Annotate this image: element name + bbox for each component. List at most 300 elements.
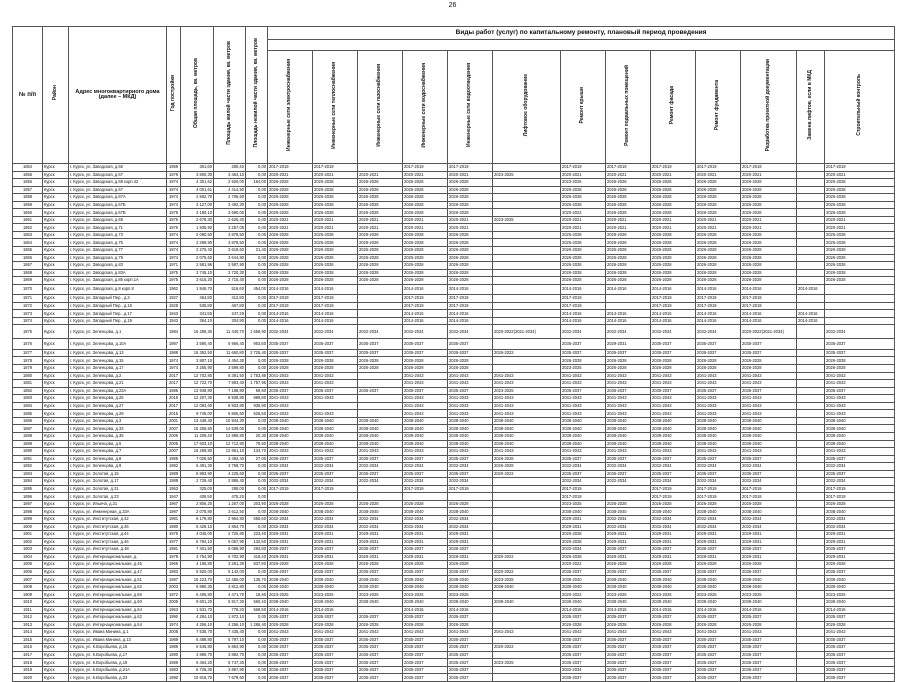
table-row [13, 493, 895, 501]
table-cell [825, 317, 895, 325]
table-cell: 1880 [13, 372, 43, 380]
table-cell: 2026-2028 [651, 269, 696, 277]
table-cell: 2041-2043 [493, 410, 561, 418]
table-cell: 13 938,80 [181, 387, 214, 395]
table-cell: 936,90 [246, 402, 268, 410]
table-cell: г. Курск, ул. Заводская, д.73 [69, 231, 167, 239]
table-cell: г. Курск, ул. Институтская, д.42 [69, 515, 167, 523]
table-cell: 2038-2040 [825, 417, 895, 425]
table-cell: 2026-2028 [561, 538, 606, 546]
table-cell: 412,80 [214, 295, 246, 303]
table-cell: г. Курск, ул. Зеленцова, д.15 [69, 357, 167, 365]
table-cell: 2029-2031 [651, 531, 696, 539]
table-cell: 2023-2025 [561, 179, 606, 187]
table-cell: г. Курск, ул. Зеленцова, д.8 [69, 455, 167, 463]
table-cell: 2032-2034 [313, 478, 358, 486]
table-cell: 2038-2040 [651, 440, 696, 448]
table-cell: 2026-2028 [268, 365, 313, 373]
table-cell: г. Курск, ул. Зеленцова, д.13 [69, 349, 167, 357]
table-cell: 2020-2021 [825, 216, 895, 224]
table-cell: 2038-2040 [358, 598, 403, 606]
table-cell [797, 325, 825, 339]
table-cell: 2032-2034 [403, 478, 448, 486]
table-cell: 526,50 [246, 410, 268, 418]
table-cell: 2016 [167, 395, 181, 403]
table-cell: 3 887,10 [181, 357, 214, 365]
table-cell: 1959 [167, 164, 181, 172]
table-cell: г. Курск, ул. Зеленцова, д.9 [69, 463, 167, 471]
table-cell: 2017-2019 [741, 295, 797, 303]
table-row [13, 576, 895, 584]
table-cell: 2026-2028 [561, 531, 606, 539]
table-cell: 3 612,50 [214, 508, 246, 516]
table-cell: 0,00 [246, 239, 268, 247]
table-cell: 2035-2037 [403, 674, 448, 682]
table-cell: г. Курск, ул. Зеленцова, д.3 [69, 417, 167, 425]
table-cell: 2038-2040 [448, 417, 493, 425]
table-cell: 2029-2031 [358, 531, 403, 539]
table-cell: 2026-2028 [448, 365, 493, 373]
table-cell: 17 603,10 [181, 440, 214, 448]
table-cell [493, 500, 561, 508]
table-cell: 1974 [167, 239, 181, 247]
table-cell: 2041-2043 [741, 395, 797, 403]
table-cell: 2038-2040 [561, 432, 606, 440]
table-cell: 2017-2019 [448, 302, 493, 310]
table-cell: 2035-2037 [651, 568, 696, 576]
table-cell: 3 616,20 [181, 277, 214, 285]
table-cell: Курск [43, 553, 69, 561]
header-work-7: Ремонт крыши [561, 51, 606, 164]
table-cell: 2035-2037 [358, 674, 403, 682]
table-row [13, 277, 895, 285]
table-cell [493, 194, 561, 202]
table-cell [358, 302, 403, 310]
table-cell: 2026-2028 [313, 247, 358, 255]
table-cell: 2026-2028 [448, 269, 493, 277]
table-cell [358, 606, 403, 614]
table-cell: 2032-2034 [313, 325, 358, 339]
table-cell: 2035-2037 [651, 387, 696, 395]
table-cell: 1978 [167, 171, 181, 179]
table-cell: 0,00 [246, 568, 268, 576]
table-cell: Курск [43, 576, 69, 584]
table-cell: Курск [43, 636, 69, 644]
table-cell: 2032-2034 [358, 515, 403, 523]
table-cell: 3 281,30 [214, 561, 246, 569]
table-cell: г. Курск, ул. Заводская, д.66 [69, 164, 167, 172]
table-cell [797, 621, 825, 629]
table-cell: 2026-2028 [493, 455, 561, 463]
table-cell: 2038-2040 [606, 432, 651, 440]
table-cell: 2 729,40 [181, 478, 214, 486]
table-cell [797, 591, 825, 599]
table-row [13, 269, 895, 277]
table-cell: 1988 [167, 349, 181, 357]
table-cell: Курск [43, 171, 69, 179]
table-cell: 2023-2025 [825, 591, 895, 599]
table-cell: 2023-2025 [358, 591, 403, 599]
table-cell [493, 224, 561, 232]
table-cell: 1873 [13, 310, 43, 318]
table-cell: 1897 [13, 500, 43, 508]
table-cell: 2032-2034 [561, 478, 606, 486]
table-cell: 12 207,30 [181, 395, 214, 403]
table-cell: 2035-2037 [561, 674, 606, 682]
table-cell: 2001 [167, 417, 181, 425]
table-cell: 2035-2037 [313, 546, 358, 554]
table-row [13, 440, 895, 448]
table-cell: 2041-2043 [268, 402, 313, 410]
table-cell: г. Курск, ул. Заводская, д.67 [69, 171, 167, 179]
table-row [13, 186, 895, 194]
table-cell: 0,00 [246, 523, 268, 531]
table-row [13, 508, 895, 516]
table-row [13, 666, 895, 674]
table-cell: 2026-2028 [651, 194, 696, 202]
table-cell: г. Курск, ул. Ивана Минина, д.13 [69, 636, 167, 644]
table-cell: 2029-2031 [696, 531, 741, 539]
table-cell: 2026-2028 [696, 186, 741, 194]
table-cell: 0,00 [246, 629, 268, 637]
table-cell: Курск [43, 546, 69, 554]
table-cell: 2020-2021 [448, 171, 493, 179]
table-cell: 2038-2040 [448, 440, 493, 448]
table-cell: 2035-2037 [651, 339, 696, 350]
table-row [13, 410, 895, 418]
table-cell: 6 057,90 [214, 538, 246, 546]
table-cell: 2041-2043 [268, 380, 313, 388]
table-cell: 2032-2034 [651, 478, 696, 486]
table-cell: 2035-2037 [268, 349, 313, 357]
table-cell: 9 745,00 [181, 410, 214, 418]
table-cell: 2035-2037 [403, 644, 448, 652]
table-cell [797, 674, 825, 682]
table-cell: 2026-2028 [561, 231, 606, 239]
table-cell: 2026-2028 [741, 209, 797, 217]
table-cell: 2026-2028 [606, 561, 651, 569]
table-cell: 2041-2043 [561, 372, 606, 380]
table-cell: 1974 [167, 357, 181, 365]
table-cell: 2035-2037 [313, 644, 358, 652]
table-cell: 2006 [167, 432, 181, 440]
header-work-13: Строительный контроль [825, 51, 895, 164]
table-cell: 2035-2037 [448, 614, 493, 622]
table-cell: 2020-2021 [741, 171, 797, 179]
table-cell [493, 231, 561, 239]
table-cell: 2005 [167, 440, 181, 448]
table-cell: 0,00 [246, 194, 268, 202]
table-cell: 2038-2040 [358, 576, 403, 584]
table-cell: 1887 [13, 425, 43, 433]
table-cell: 3 464,10 [214, 171, 246, 179]
table-cell: 2035-2037 [696, 659, 741, 667]
table-cell: 2029-2031 [268, 531, 313, 539]
table-cell: 2014-2016 [403, 317, 448, 325]
table-cell: 2041-2043 [448, 402, 493, 410]
table-cell: 1901 [13, 531, 43, 539]
table-cell: 2041-2043 [268, 372, 313, 380]
table-cell: 3 878,50 [214, 231, 246, 239]
table-cell: 2017-2019 [561, 485, 606, 493]
table-cell: 2035-2037 [268, 666, 313, 674]
table-cell: 2026-2028 [313, 621, 358, 629]
table-cell: 560,40 [246, 598, 268, 606]
table-cell: 2038-2040 [448, 432, 493, 440]
table-cell: 2 886,40 [214, 478, 246, 486]
table-cell: 2026-2028 [606, 269, 651, 277]
table-cell: 2032-2034 [268, 478, 313, 486]
table-cell [493, 591, 561, 599]
table-cell [358, 395, 403, 403]
table-cell: 1865 [13, 247, 43, 255]
table-cell: 2026-2028 [825, 194, 895, 202]
table-cell: Курск [43, 591, 69, 599]
table-cell: 5 917,30 [214, 598, 246, 606]
table-cell: 2026-2028 [561, 247, 606, 255]
table-cell [358, 493, 403, 501]
table-cell: 2014-2016 [606, 310, 651, 318]
table-row [13, 254, 895, 262]
table-row [13, 201, 895, 209]
table-cell: 1974 [167, 247, 181, 255]
table-cell: 2026-2028 [448, 561, 493, 569]
table-cell: 12 455,00 [214, 576, 246, 584]
table-cell [493, 186, 561, 194]
table-row [13, 357, 895, 365]
table-cell: 16 352,50 [181, 349, 214, 357]
table-cell: 2017-2019 [403, 164, 448, 172]
table-cell: 2026-2028 [651, 239, 696, 247]
table-cell: 6 491,30 [181, 463, 214, 471]
table-cell: 7 678,60 [214, 674, 246, 682]
table-cell: 3 257,05 [214, 224, 246, 232]
table-row [13, 164, 895, 172]
table-cell: 2035-2037 [448, 644, 493, 652]
table-cell: 2029-2031 [741, 553, 797, 561]
table-cell: 2029-2031 [651, 538, 696, 546]
table-cell [493, 485, 561, 493]
table-cell: 59,60 [246, 387, 268, 395]
table-cell: 2017-2019 [651, 493, 696, 501]
table-cell [797, 432, 825, 440]
table-cell: 2035-2037 [561, 455, 606, 463]
table-cell: 1975 [167, 209, 181, 217]
table-cell: г. Курск, ул. Западный Пер., д.15 [69, 302, 167, 310]
table-cell: 2026-2028 [561, 186, 606, 194]
table-cell: 2032-2034 [313, 515, 358, 523]
table-cell: 2038-2040 [606, 583, 651, 591]
table-cell: 2026-2028 [696, 357, 741, 365]
table-cell: 2035-2037 [358, 349, 403, 357]
table-cell: 2026-2028 [403, 277, 448, 285]
table-cell: 2035-2037 [651, 455, 696, 463]
table-cell: 2035-2037 [741, 339, 797, 350]
table-cell: 2038-2040 [358, 417, 403, 425]
table-cell: 1943 [167, 310, 181, 318]
capital-repair-table [12, 26, 895, 682]
table-cell: 1857 [13, 186, 43, 194]
table-cell: 1917 [13, 651, 43, 659]
table-cell [797, 410, 825, 418]
table-cell: 2026-2028 [403, 231, 448, 239]
table-cell: 2026-2028 [448, 231, 493, 239]
table-cell: 1974 [167, 186, 181, 194]
table-cell [797, 349, 825, 357]
table-cell: 2029-2031 [268, 538, 313, 546]
table-cell: 2005 [167, 598, 181, 606]
table-cell: 2026-2028 [403, 179, 448, 187]
table-cell: 1888 [13, 432, 43, 440]
table-cell: 2020-2022(2021-2034) [741, 325, 797, 339]
table-cell: 2038-2040 [358, 583, 403, 591]
table-cell: 2035-2037 [358, 455, 403, 463]
table-cell: 2026-2028 [651, 231, 696, 239]
table-cell: 2035-2037 [696, 614, 741, 622]
table-cell: 2026-2028 [741, 365, 797, 373]
table-cell: 1889 [13, 440, 43, 448]
table-row [13, 629, 895, 637]
table-cell [493, 209, 561, 217]
table-row [13, 231, 895, 239]
table-cell: 1997 [167, 576, 181, 584]
table-cell: г. Курск, ул. Заводская, д.77 [69, 247, 167, 255]
table-cell: 2017-2019 [268, 295, 313, 303]
table-cell: 2026-2028 [313, 365, 358, 373]
table-row [13, 485, 895, 493]
table-cell [493, 317, 561, 325]
table-cell: 2035-2037 [606, 674, 651, 682]
table-cell: 2026-2028 [741, 262, 797, 270]
table-cell: 0,00 [246, 295, 268, 303]
table-cell: 2035-2037 [268, 614, 313, 622]
table-cell: 2026-2028 [651, 247, 696, 255]
table-cell: 2041-2043 [741, 448, 797, 456]
table-cell: 2026-2028 [313, 262, 358, 270]
table-cell: 2026-2028 [606, 357, 651, 365]
table-cell: 2017-2019 [651, 302, 696, 310]
table-cell: 304,90 [214, 317, 246, 325]
table-cell: 2035-2037 [403, 455, 448, 463]
table-cell: Курск [43, 164, 69, 172]
table-cell: 2035-2037 [448, 568, 493, 576]
table-cell: 2035-2037 [403, 659, 448, 667]
table-cell: 1881 [13, 380, 43, 388]
table-cell: 1990 [167, 614, 181, 622]
table-cell: 2041-2043 [313, 380, 358, 388]
table-cell [797, 417, 825, 425]
table-cell: 2041-2043 [358, 448, 403, 456]
table-cell: 406,50 [181, 493, 214, 501]
header-work-9: Ремонт фасада [651, 51, 696, 164]
table-cell: Курск [43, 500, 69, 508]
table-cell: 2014-2016 [797, 310, 825, 318]
table-cell [493, 538, 561, 546]
table-cell: 2026-2028 [651, 262, 696, 270]
table-cell: 1910 [13, 598, 43, 606]
table-cell [797, 216, 825, 224]
table-cell: 0,00 [246, 666, 268, 674]
table-cell: 1980 [167, 523, 181, 531]
table-cell: 2026-2028 [651, 357, 696, 365]
table-cell: 2020-2021 [606, 171, 651, 179]
table-cell: 1974 [167, 231, 181, 239]
table-cell: 2026-2028 [825, 179, 895, 187]
table-cell [797, 209, 825, 217]
table-cell: 2014-2016 [651, 284, 696, 295]
table-cell: 2032-2034 [825, 463, 895, 471]
table-cell: 2026-2028 [403, 186, 448, 194]
table-cell: Курск [43, 325, 69, 339]
table-cell: 15 255,50 [181, 425, 214, 433]
table-cell: 2041-2043 [606, 395, 651, 403]
table-cell: 2032-2034 [741, 523, 797, 531]
table-cell: 2 626,40 [214, 216, 246, 224]
table-cell: г. Курск, ул. Зеленцова, д.23А [69, 387, 167, 395]
table-cell [268, 493, 313, 501]
table-cell: Курск [43, 349, 69, 357]
table-cell: 2032-2034 [268, 463, 313, 471]
table-cell: г. Курск, ул. Заводская, д.68 корп.42 [69, 179, 167, 187]
table-cell: 2026-2028 [268, 269, 313, 277]
table-cell [493, 515, 561, 523]
table-cell: 2020-2021 [313, 171, 358, 179]
table-cell: 2038-2040 [358, 425, 403, 433]
header-area-total: Общая площадь, кв. метров [181, 27, 214, 164]
table-cell: 2035-2037 [268, 387, 313, 395]
table-cell: 2026-2028 [606, 179, 651, 187]
table-cell: 1974 [167, 194, 181, 202]
table-cell: 2038-2040 [313, 576, 358, 584]
table-cell: 2017-2019 [651, 485, 696, 493]
table-cell: 2 581,96 [181, 262, 214, 270]
table-cell: 2038-2040 [358, 440, 403, 448]
table-cell: 2 298,90 [181, 239, 214, 247]
table-cell: 2032-2034 [696, 478, 741, 486]
table-cell: 2032-2034 [825, 523, 895, 531]
table-cell: 2014-2016 [561, 317, 606, 325]
table-cell: 2032-2034 [313, 523, 358, 531]
table-cell: 2038-2040 [493, 583, 561, 591]
table-cell: 2026-2028 [651, 561, 696, 569]
table-cell: 0,00 [246, 310, 268, 318]
table-cell: 1981 [167, 515, 181, 523]
table-cell: 0,00 [246, 231, 268, 239]
table-cell: 4 896,70 [181, 651, 214, 659]
table-cell: 2041-2043 [741, 380, 797, 388]
table-cell: 2035-2037 [825, 614, 895, 622]
table-cell: 1895 [13, 485, 43, 493]
table-cell: 2020-2022 [493, 470, 561, 478]
table-cell: 2017-2019 [561, 302, 606, 310]
table-cell: 2026-2028 [696, 254, 741, 262]
table-cell [797, 425, 825, 433]
table-cell: Курск [43, 357, 69, 365]
table-cell: 2014-2016 [448, 310, 493, 318]
table-cell: 2017-2019 [696, 295, 741, 303]
table-cell: 2035-2037 [696, 546, 741, 554]
table-cell: 1891 [13, 455, 43, 463]
table-row [13, 179, 895, 187]
table-cell: 5 406,80 [181, 591, 214, 599]
table-cell: 0,00 [246, 254, 268, 262]
table-cell: 2026-2028 [448, 179, 493, 187]
table-cell: 2020-2021 [651, 224, 696, 232]
table-cell: 134,70 [246, 448, 268, 456]
header-area-living: Площадь жилой части здания, кв. метров [214, 27, 246, 164]
table-cell: 1982 [167, 463, 181, 471]
table-cell: 0,00 [246, 651, 268, 659]
